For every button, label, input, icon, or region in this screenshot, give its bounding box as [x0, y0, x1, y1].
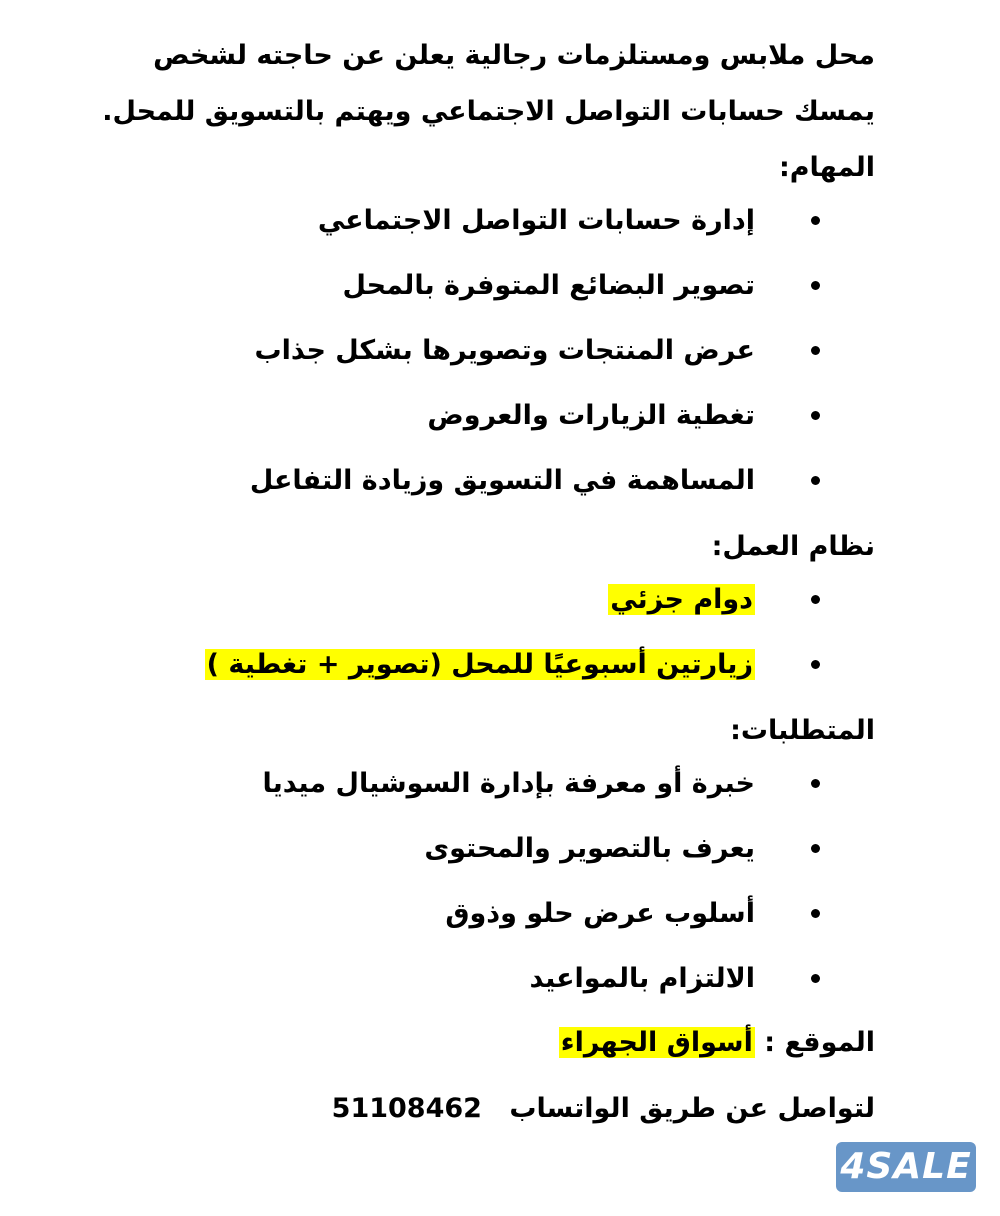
task-text: تغطية الزيارات والعروض [427, 400, 755, 431]
list-item [15, 881, 875, 946]
requirement-text: خبرة أو معرفة بإدارة السوشيال ميديا [262, 768, 755, 799]
intro-line-2: يمسك حسابات التواصل الاجتماعي ويهتم بالتسويق للمحل. [102, 96, 875, 127]
task-text: عرض المنتجات وتصويرها بشكل جذاب [254, 335, 755, 366]
task-text: المساهمة في التسويق وزيادة التفاعل [249, 465, 755, 496]
location-line [15, 1013, 875, 1073]
contact-line [15, 1079, 875, 1139]
list-item [15, 751, 875, 816]
location-label: الموقع : [764, 1027, 875, 1058]
bullet-icon [811, 216, 820, 225]
bullet-icon [811, 660, 820, 669]
work-system-text-highlighted: دوام جزئي [610, 584, 753, 615]
contact-label: لتواصل عن طريق الواتساب [509, 1093, 875, 1124]
requirements-heading: المتطلبات: [730, 715, 875, 746]
work-system-list [15, 567, 875, 697]
list-item [15, 946, 875, 1011]
job-ad-document [15, 0, 875, 1139]
intro-paragraph [15, 0, 875, 140]
bullet-icon [811, 909, 820, 918]
intro-line-1: محل ملابس ومستلزمات رجالية يعلن عن حاجته لشخص [153, 40, 875, 71]
list-item [15, 253, 875, 318]
work-system-heading: نظام العمل: [711, 531, 875, 562]
bullet-icon [811, 844, 820, 853]
4sale-watermark-logo: 4SALE [836, 1142, 976, 1192]
list-item [15, 632, 875, 697]
list-item [15, 188, 875, 253]
tasks-list [15, 188, 875, 513]
requirement-text: أسلوب عرض حلو وذوق [445, 898, 755, 929]
requirement-text: الالتزام بالمواعيد [529, 963, 755, 994]
work-system-text-highlighted: زيارتين أسبوعيًا للمحل (تصوير + تغطية ) [206, 649, 753, 680]
list-item [15, 318, 875, 383]
location-value: أسواق الجهراء [560, 1027, 753, 1058]
list-item [15, 567, 875, 632]
phone-number: 51108462 [331, 1093, 482, 1124]
list-item [15, 816, 875, 881]
task-text: تصوير البضائع المتوفرة بالمحل [342, 270, 755, 301]
tasks-heading: المهام: [778, 152, 875, 183]
bullet-icon [811, 281, 820, 290]
requirement-text: يعرف بالتصوير والمحتوى [424, 833, 755, 864]
bullet-icon [811, 595, 820, 604]
requirements-list [15, 751, 875, 1011]
bullet-icon [811, 411, 820, 420]
list-item [15, 448, 875, 513]
bullet-icon [811, 346, 820, 355]
list-item [15, 383, 875, 448]
bullet-icon [811, 779, 820, 788]
bullet-icon [811, 974, 820, 983]
task-text: إدارة حسابات التواصل الاجتماعي [317, 205, 755, 236]
bullet-icon [811, 476, 820, 485]
